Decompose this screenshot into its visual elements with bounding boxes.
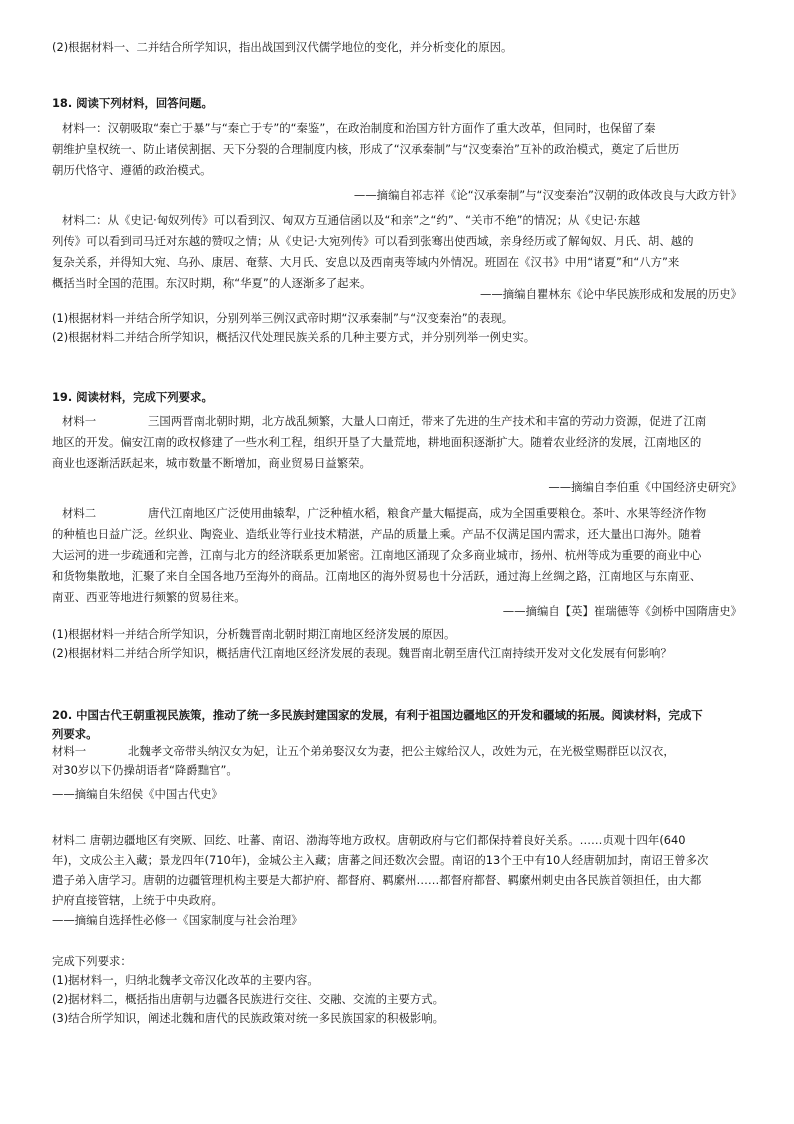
- q18-material2-line: 材料二：从《史记·匈奴列传》可以看到汉、匈双方互通信函以及“和亲”之“约”、“关市不绝”的情况；从《史记·东越: [62, 213, 641, 227]
- q18-material2-line: 概括当时全国的范围。东汉时期，称“华夏”的人逐渐多了起来。: [52, 276, 372, 290]
- q20-material2-line: 护府直接管辖，上统于中央政府。: [52, 893, 223, 907]
- q19-material2-line: 和货物集散地，汇聚了来自全国各地乃至海外的商品。江南地区的海外贸易也十分活跃，通过海上丝绸之路，江南地区与东南亚、: [52, 569, 702, 583]
- q20-requirements-title: 完成下列要求：: [52, 954, 132, 968]
- q20-subquestion-1: (1)据材料一，归纳北魏孝文帝汉化改革的主要内容。: [52, 973, 319, 987]
- q19-material2-line: 的种植也日益广泛。丝织业、陶瓷业、造纸业等行业技术精湛，产品的质量上乘。产品不仅满足国内需求，还大量出口海外。随着: [52, 527, 702, 541]
- q20-material1-line: 对30岁以下仍操胡语者“降爵黜官”。: [52, 763, 238, 777]
- q18-material1-line: 朝历代恪守、遵循的政治模式。: [52, 163, 212, 177]
- q19-material1-line: 三国两晋南北朝时期，北方战乱频繁，大量人口南迁，带来了先进的生产技术和丰富的劳动力资源，促进了江南: [148, 414, 707, 428]
- q19-material1-line: 商业也逐渐活跃起来，城市数量不断增加，商业贸易日益繁荣。: [52, 456, 371, 470]
- q19-material2-label: 材料二: [62, 506, 97, 520]
- q19-material2-line: 南亚、西亚等地进行频繁的贸易往来。: [52, 590, 246, 604]
- q18-title: 18. 阅读下列材料，回答问题。: [52, 96, 213, 110]
- q19-material2-source: ——摘编自【英】崔瑞德等《剑桥中国隋唐史》: [502, 604, 742, 618]
- q19-subquestion-2: (2)根据材料二并结合所学知识，概括唐代江南地区经济发展的表现。魏晋南北朝至唐代江南持续开发对文化发展有何影响？: [52, 646, 672, 660]
- q18-subquestion-2: (2)根据材料二并结合所学知识，概括汉代处理民族关系的几种主要方式，并分别列举一例史实。: [52, 330, 536, 344]
- q19-material2-line: 大运河的进一步疏通和完善，江南与北方的经济联系更加紧密。江南地区涌现了众多商业城市，扬州、杭州等成为重要的商业中心: [52, 548, 702, 562]
- q17-subquestion-2: (2)根据材料一、二并结合所学知识，指出战国到汉代儒学地位的变化，并分析变化的原因。: [52, 40, 513, 54]
- q18-material2-source: ——摘编自瞿林东《论中华民族形成和发展的历史》: [480, 287, 742, 301]
- q20-material2-line: 遣子弟入唐学习。唐朝的边疆管理机构主要是大都护府、都督府、羁縻州……都督府都督、羁縻州刺史由各民族首领担任，由大都: [52, 873, 702, 887]
- q18-material2-line: 复杂关系，并得知大宛、乌孙、康居、奄蔡、大月氏、安息以及西南夷等域内外情况。班固在《汉书》中用“诸夏”和“八方”来: [52, 255, 680, 269]
- q19-material1-label: 材料一: [62, 414, 97, 428]
- q18-material1-source: ——摘编自祁志祥《论“汉承秦制”与“汉变秦治”汉朝的政体改良与大政方针》: [353, 188, 742, 202]
- q18-material2-line: 列传》可以看到司马迁对东越的赞叹之情；从《史记·大宛列传》可以看到张骞出使西域，亲身经历或了解匈奴、月氏、胡、越的: [52, 234, 694, 248]
- q20-subquestion-2: (2)据材料二，概括指出唐朝与边疆各民族进行交往、交融、交流的主要方式。: [52, 992, 445, 1006]
- q20-material1-line: 北魏孝文帝带头纳汉女为妃，让五个弟弟娶汉女为妻，把公主嫁给汉人，改姓为元，在光极堂赐群臣以汉衣，: [128, 744, 675, 758]
- q20-subquestion-3: (3)结合所学知识，阐述北魏和唐代的民族政策对统一多民族国家的积极影响。: [52, 1011, 445, 1025]
- q20-title-line: 20. 中国古代王朝重视民族策，推动了统一多民族封建国家的发展，有利于祖国边疆地区的开发和疆域的拓展。阅读材料，完成下: [52, 708, 703, 722]
- q19-title: 19. 阅读材料，完成下列要求。: [52, 390, 213, 404]
- q19-material1-source: ——摘编自李伯重《中国经济史研究》: [548, 480, 742, 494]
- q19-material2-line: 唐代江南地区广泛使用曲辕犁，广泛种植水稻，粮食产量大幅提高，成为全国重要粮仓。茶叶、水果等经济作物: [148, 506, 707, 520]
- q20-material1-source: ——摘编自朱绍侯《中国古代史》: [52, 787, 223, 801]
- q20-material2-source: ——摘编自选择性必修一《国家制度与社会治理》: [52, 913, 303, 927]
- q20-title-line: 列要求。: [52, 727, 98, 741]
- q19-material1-line: 地区的开发。偏安江南的政权修建了一些水利工程，组织开垦了大量荒地，耕地面积逐渐扩大。随着农业经济的发展，江南地区的: [52, 435, 702, 449]
- q19-subquestion-1: (1)根据材料一并结合所学知识，分析魏晋南北朝时期江南地区经济发展的原因。: [52, 627, 456, 641]
- q20-material2-line: 材料二 唐朝边疆地区有突厥、回纥、吐蕃、南诏、渤海等地方政权。唐朝政府与它们都保持着良好关系。……贞观十四年(640: [52, 833, 686, 847]
- q18-material1-line: 材料一：汉朝吸取“秦亡于暴”与“秦亡于专”的“秦鉴”，在政治制度和治国方针方面作了重大改革，但同时，也保留了秦: [62, 121, 656, 135]
- q18-subquestion-1: (1)根据材料一并结合所学知识，分别列举三例汉武帝时期“汉承秦制”与“汉变秦治”的表现。: [52, 311, 514, 325]
- q18-material1-line: 朝维护皇权统一、防止诸侯割据、天下分裂的合理制度内核，形成了“汉承秦制”与“汉变秦治”互补的政治模式，奠定了后世历: [52, 142, 680, 156]
- q20-material1-label: 材料一: [52, 744, 87, 758]
- q20-material2-line: 年)，文成公主入藏；景龙四年(710年)，金城公主入藏；唐蕃之间还数次会盟。南诏的13个王中有10人经唐朝加封，南诏王曾多次: [52, 853, 709, 867]
